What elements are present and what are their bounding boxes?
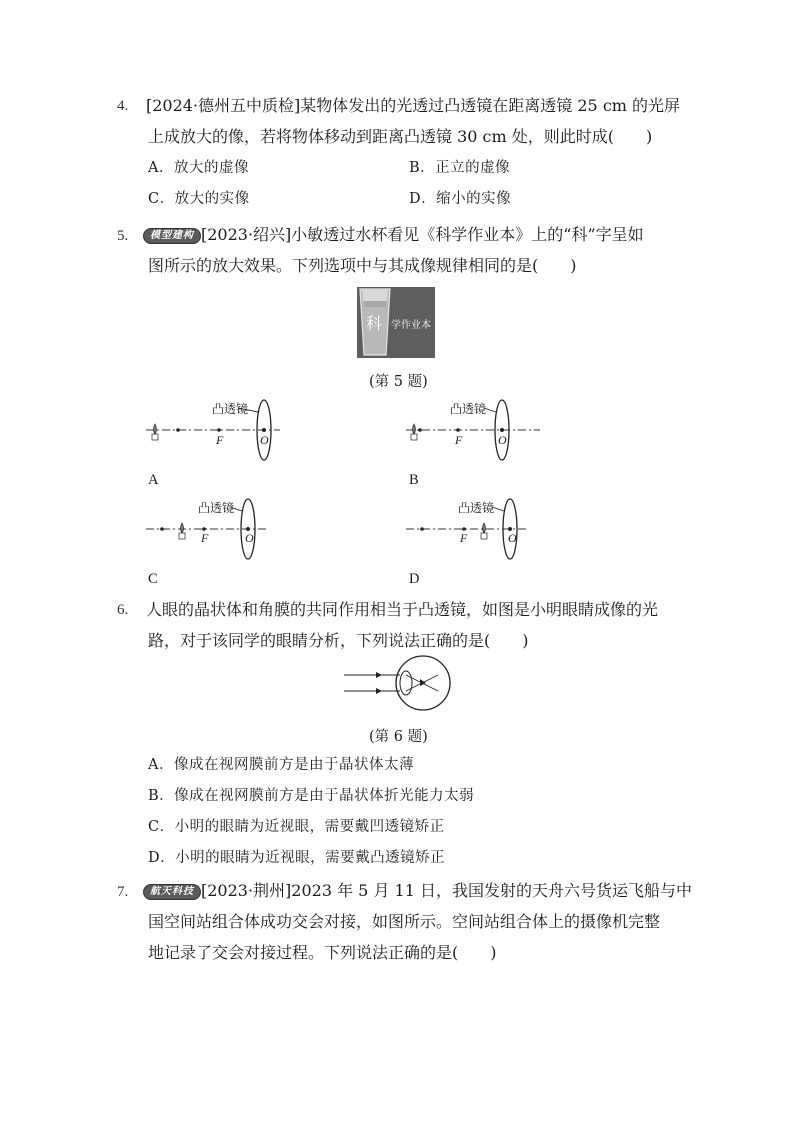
- q7-badge-aerospace: 航天科技: [143, 884, 201, 900]
- q4-option-c: C．放大的实像: [148, 191, 250, 207]
- q5-stem-text: [2023·绍兴]小敏透过水杯看见《科学作业本》上的“科”字呈如: [201, 225, 644, 244]
- q4-option-d: D．缩小的实像: [409, 191, 512, 207]
- diagram-b-label: B: [409, 472, 419, 488]
- q5-figure-caption: (第 5 题): [369, 374, 428, 390]
- diagram-d-center: O: [508, 531, 517, 545]
- diagram-c-center: O: [245, 531, 254, 545]
- diagram-b-lens-label: 凸透镜: [450, 402, 487, 416]
- q4-option-b: B．正立的虚像: [409, 160, 511, 176]
- diagram-a-lens-label: 凸透镜: [212, 402, 249, 416]
- q5-number: 5.: [117, 228, 129, 244]
- diagram-a-center: O: [260, 433, 269, 447]
- diagram-c-focus: F: [201, 531, 209, 545]
- q5-photo-cup: [357, 287, 435, 358]
- q5-badge-model-building: 模型建构: [143, 228, 201, 244]
- q6-number: 6.: [117, 602, 129, 618]
- q4-option-a: A．放大的虚像: [148, 160, 249, 176]
- q7-stem-text: [2023·荆州]2023 年 5 月 11 日，我国发射的天舟六号货运飞船与中: [201, 881, 692, 900]
- q6-option-a: A．像成在视网膜前方是由于晶状体太薄: [148, 757, 414, 773]
- diagram-c-label: C: [148, 571, 158, 587]
- diagram-d-lens-label: 凸透镜: [458, 501, 495, 515]
- photo-title-text: 学作业本: [391, 320, 431, 331]
- q7-stem-line1: [143, 881, 692, 901]
- diagram-b-center: O: [498, 433, 507, 447]
- diagram-a-label: A: [148, 472, 159, 488]
- q6-stem-line2: 路，对于该同学的眼睛分析，下列说法正确的是( ): [148, 631, 529, 650]
- q7-stem-line3: 地记录了交会对接过程。下列说法正确的是( ): [148, 943, 497, 962]
- q4-stem-line2: 上成放大的像，若将物体移动到距离凸透镜 30 cm 处，则此时成( ): [148, 127, 653, 146]
- q6-figure-caption: (第 6 题): [369, 729, 428, 745]
- q4-stem-line1: [2024·德州五中质检]某物体发出的光透过凸透镜在距离透镜 25 cm 的光屏: [146, 96, 681, 115]
- q5-stem-line2: 图所示的放大效果。下列选项中与其成像规律相同的是( ): [148, 256, 577, 275]
- diagram-d-label: D: [409, 571, 420, 587]
- q6-option-c: C．小明的眼睛为近视眼，需要戴凹透镜矫正: [148, 819, 445, 835]
- q7-stem-line2: 国空间站组合体成功交会对接，如图所示。空间站组合体上的摄像机完整: [148, 912, 661, 931]
- diagram-c-lens-label: 凸透镜: [198, 501, 235, 515]
- diagram-a-focus: F: [216, 433, 224, 447]
- q7-number: 7.: [117, 884, 129, 900]
- q4-number: 4.: [117, 98, 129, 114]
- q6-option-b: B．像成在视网膜前方是由于晶状体折光能力太弱: [148, 788, 475, 804]
- q5-stem-line1: [143, 225, 644, 245]
- photo-big-character: 科: [366, 314, 383, 333]
- diagram-d-focus: F: [460, 531, 468, 545]
- eye-diagram: [340, 655, 470, 711]
- q6-stem-line1: 人眼的晶状体和角膜的共同作用相当于凸透镜，如图是小明眼睛成像的光: [146, 600, 659, 619]
- q6-option-d: D．小明的眼睛为近视眼，需要戴凸透镜矫正: [148, 850, 446, 866]
- diagram-b-focus: F: [455, 433, 463, 447]
